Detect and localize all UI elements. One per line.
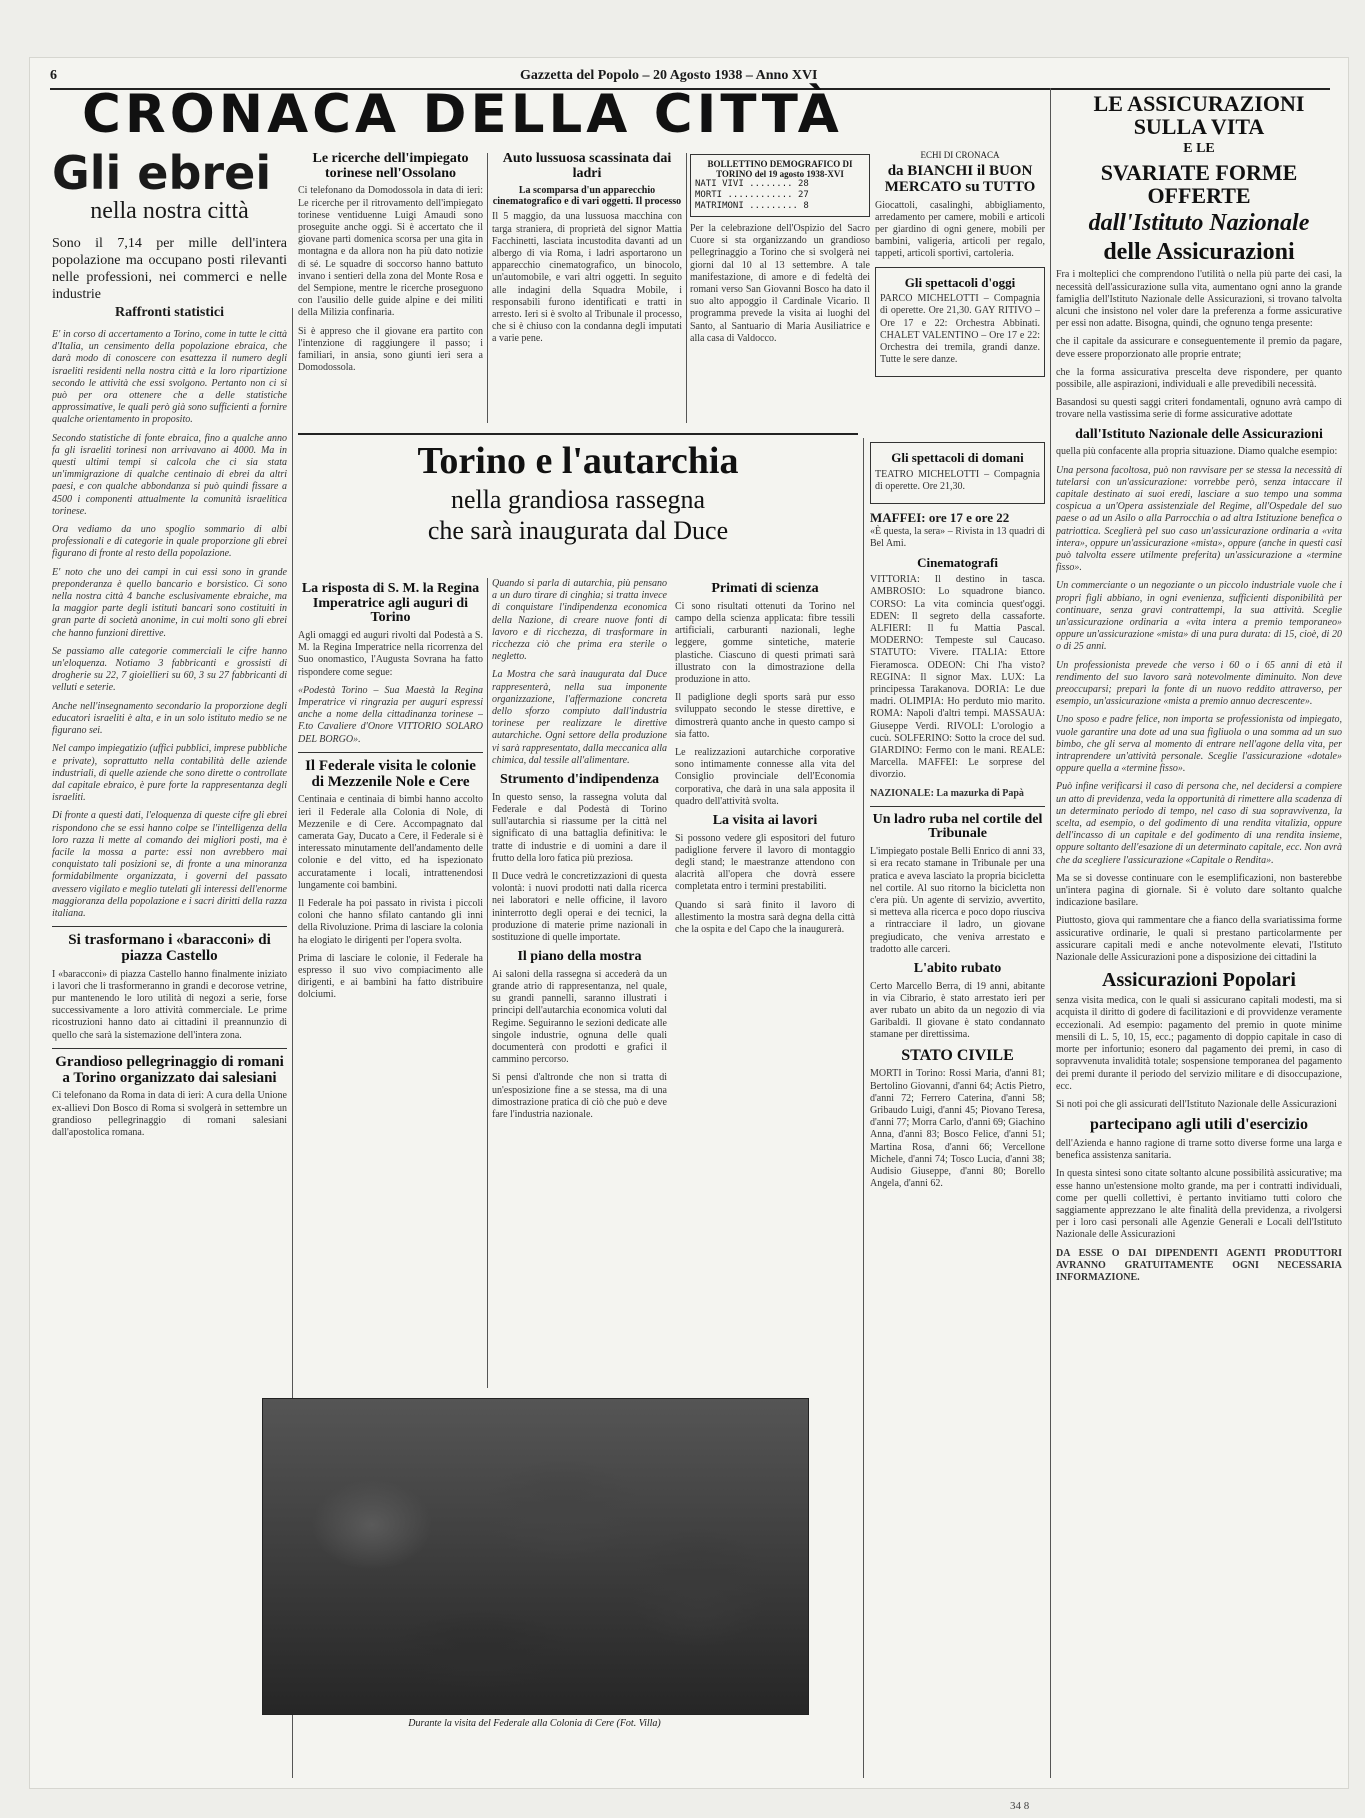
spettacoli-oggi-title: Gli spettacoli d'oggi: [904, 274, 1016, 290]
ebrei-paragraph: E' noto che uno dei campi in cui essi sono in grande preponderanza è quello bancario e borsistico. Ci sono nella nostra città 4 banche esclusivamente ebraiche, ma la maggior parte degli istituti bancari sono costituiti in gran parte di società anonime, in cui molti sono gli ebrei che hanno funzioni direttive.: [52, 566, 287, 639]
footer-mark: 34 8: [1010, 1800, 1030, 1812]
assicurazioni-paragraph: Uno sposo e padre felice, non importa se professionista od impiegato, vuole garantire una dote ad una sua figliuola o una somma ad un suo bimbo, che gli serva al momento di entrare nell'agone della vita, per intraprendere un'attività personale. Sceglie l'assicurazione «dotale» oppure quella a «termine fisso».: [1056, 714, 1342, 775]
column-ebrei: [52, 148, 287, 1778]
assicurazioni-paragraph: In questa sintesi sono citate soltanto alcune possibilità assicurative; ma esse hanno un'estensione molto grande, ma per i contratti individuali, come per quelli collettivi, è pertanto invitiamo tutti coloro che saggiamente apprezzano le alte finalità della previdenza, a rivolgersi per i loro casi personali alle Agenzie Generali e Locali dell'Istituto Nazionale delle Assicurazioni: [1056, 1168, 1342, 1241]
cinematografi-text: VITTORIA: Il destino in tasca. AMBROSIO: Lo squadrone bianco. CORSO: La vita comincia quest'oggi. EDEN: Il segreto della cassaforte. ALFIERI: Il fu Mattia Pascal. MODERNO: Tempeste sul Caucaso. STATUTO: Vivere. ITALIA: Ettore Fieramosca. ODEON: Chi l'ha visto? REGINA: Il signor Max. LUX: La principessa Tarakanova. DORIA: Le due madri. OLIMPIA: Ho perduto mio marito. ROMA: Napoli d'altri tempi. MASSAUA: Giuseppe Verdi. RIVOLI: L'orologio a cucù. SOLFERINO: Sotto la croce del sud. GIARDINO: Fermo con le mani. REALE: Marcella. MAFFEI: Le sorprese del divorzio.: [870, 574, 1045, 781]
autarchia-primati: Primati di scienza: [711, 581, 819, 596]
ebrei-paragraph: Di fronte a questi dati, l'eloquenza di queste cifre gli ebrei rispondono che se essi hanno colpe se l'intelligenza della loro razza li mette al comando dei migliori posti, ma è facile la mossa a parte: essi non avrebbero mai conquistato tali posizioni se, di fronte a una minoranza formidabilmente organizzata, i governi del passato avessero vigilato e meglio tutelati gli interessi dell'enorme maggioranza della popolazione e i sacri diritti della razza italiana.: [52, 810, 287, 919]
autarchia-paragraph: Quando si sarà finito il lavoro di allestimento la mostra sarà degna della città che la ospita e del Capo che la inaugurerà.: [675, 899, 855, 936]
ricerche-text: Si è appreso che il giovane era partito con l'intenzione di raggiungere il passo; i familiari, in ansia, sono giunti ieri sera a Domodossola.: [298, 325, 483, 374]
ricerche-text: Ci telefonano da Domodossola in data di ieri: Le ricerche per il ritrovamento dell'impiegato torinese ventiduenne Luigi Amaudi sono proseguite anche oggi. Si è accertato che il giovane partì domenica scorsa per una gita in montagna e da allora non ha più dato notizie di sé. Le squadre di soccorso hanno battuto invano i sentieri della zona del Monte Rosa e del Sempione, mentre le ricerche proseguono con l'ausilio delle guide alpine e dei militi della Milizia confinaria.: [298, 185, 483, 319]
assicurazioni-paragraph: Si noti poi che gli assicurati dell'Istituto Nazionale delle Assicurazioni: [1056, 1098, 1337, 1110]
bianchi-title: da BIANCHI il BUON MERCATO su TUTTO: [884, 163, 1036, 195]
column-rule: [686, 153, 687, 423]
regina-title: La risposta di S. M. la Regina Imperatrice agli auguri di Torino: [301, 581, 480, 626]
assicurazioni-paragraph: Un commerciante o un negoziante o un piccolo industriale vuole che i propri figli abbiano, in ogni evenienza, sufficienti disponibilità per continuare, senza gravi contrattempi, la sua attività. Sceglie un'assicurazione ordinaria a «vita intera a premio temporaneo» oppure un'assicurazione «mista» di una pura durata: di 15, cioè, di 20 o di 25 anni.: [1056, 580, 1342, 653]
column-regina-federale: [298, 578, 483, 1388]
autarchia-col-2: [675, 578, 855, 1388]
autarchia-title: Torino e l'autarchia: [417, 440, 739, 482]
federale-text: Prima di lasciare le colonie, il Federale ha espresso il suo vivo compiacimento alle dirigenti, e ai bambini ha fatto distribuire dolciumi.: [298, 952, 483, 1001]
assicurazioni-paragraph: Una persona facoltosa, può non ravvisare per se stessa la necessità di tutelarsi con un'assicurazione: vorrebbe però, senza intaccare il capitale destinato ai suoi eredi, lasciare a suo tempo una somma cospicua a un'Opera assistenziale del Regime, all'Ospedale del suo paese o ad un Asilo o alla Parrocchia o ad altra Istituzione benefica o patriottica. Sceglierà pel suo caso un'assicurazione ordinaria a «vita intera», oppure un'assicurazione «mista», oppure (anche in questi casi può talvolta essere utilmente preferita) un'assicurazione a «termine fisso».: [1056, 464, 1342, 574]
page-number: 6: [50, 68, 57, 83]
divider: [52, 926, 287, 927]
pellegrinaggio-title: Grandioso pellegrinaggio di romani a Torino organizzato dai salesiani: [55, 1053, 284, 1086]
ricerche-title: Le ricerche dell'impiegato torinese nell'Ossolano: [312, 151, 469, 181]
ebrei-kicker: Raffronti statistici: [115, 305, 224, 320]
assicurazioni-headline: LE ASSICURAZIONI SULLA VITA: [1093, 91, 1305, 140]
auto-kicker: La scomparsa d'un apparecchio cinematografico e di vari oggetti. Il processo: [492, 185, 682, 208]
autarchia-paragraph: Le realizzazioni autarchiche corporative sono intimamente connesse alla vita del Consiglio provinciale dell'Economia corporativa, che darà in una sala apposita il quadro dell'attività svolta.: [675, 746, 855, 807]
ladro-text: L'impiegato postale Belli Enrico di anni 33, si era recato stamane in Tribunale per una pratica e aveva lasciato la propria bicicletta nel cortile. Al suo ritorno la bicicletta non c'era più. Un agente di servizio, avvertito, si metteva alla ricerca e poco dopo riusciva a rintracciare il ladro, un giovane pregiudicato, che veniva arrestato e tradotto alle carceri.: [870, 846, 1045, 955]
bianchi-kicker: ECHI DI CRONACA: [920, 150, 1000, 160]
autarchia-paragraph: Ci sono risultati ottenuti da Torino nel campo della scienza applicata: fibre tessili artificiali, carburanti nazionali, leghe leggere, gomme sintetiche, materie plastiche. Ciascuno di questi primati sarà illustrato con la dimostrazione della produzione in atto.: [675, 600, 855, 685]
autarchia-visita: La visita ai lavori: [712, 812, 818, 828]
autarchia-paragraph: Si possono vedere gli espositori del futuro padiglione fervere il lavoro di montaggio degli stand; le maestranze attendono con alacrità all'opera che dovrà essere completata entro i termini prestabiliti.: [675, 832, 855, 893]
column-rule: [487, 153, 488, 423]
autarchia-paragraph: La Mostra che sarà inaugurata dal Duce rappresenterà, nella sua imponente organizzazione, l'affermazione concreta dello sforzo compiuto dall'industria torinese per realizzare le direttive autarchiche. Ogni settore della produzione vi sarà rappresentato, dalla meccanica alla chimica, dal tessile all'alimentare.: [492, 669, 667, 766]
assicurazioni-paragraph: Basandosi su questi saggi criteri fondamentali, ognuno avrà campo di trovare nella vastissima serie di forme assicurative adottate: [1056, 397, 1342, 421]
spettacoli-oggi-box: [875, 267, 1045, 378]
ebrei-title: Gli ebrei: [52, 148, 272, 200]
assicurazioni-ina: dall'Istituto Nazionale delle Assicurazioni: [1075, 426, 1323, 442]
pellegrinaggio-text: Ci telefonano da Roma in data di ieri: A cura della Unione ex-allievi Don Bosco di Roma si svolgerà in settembre un grandioso pellegrinaggio di romani salesiani dall'apostolica romana.: [52, 1090, 287, 1138]
assicurazioni-paragraph: dell'Azienda e hanno ragione di trarne sotto diverse forme una larga e benefica assistenza sanitaria.: [1056, 1137, 1342, 1162]
assicurazioni-paragraph: Un professionista prevede che verso i 60 o i 65 anni di età il rendimento del suo lavoro sarà notevolmente diminuito. Non deve preoccuparsi; preparì la fonte di un nuovo reddito attraverso, per esempio, un'assicurazione «mista a premio annuo decrescente».: [1056, 659, 1342, 708]
column-bianchi: [875, 150, 1045, 430]
ebrei-lead: Sono il 7,14 per mille dell'intera popolazione ma occupano posti rilevanti nelle professioni, nei commerci e nelle industrie: [52, 236, 287, 302]
autarchia-head: [298, 438, 858, 568]
photo-credit: (Fot. Villa): [616, 1718, 661, 1729]
bollettino-row: NATI VIVI ........ 28: [695, 179, 809, 189]
assicurazioni-paragraph: che la forma assicurativa prescelta deve rispondere, per quanto possibile, alle aspirazioni, individuali e alle prevedibili necessità.: [1056, 366, 1342, 391]
ebrei-paragraph: Secondo statistiche di fonte ebraica, fino a qualche anno fa gli israeliti torinesi non arrivavano ai 4000. Ma in questi ultimi tempi si calcola che ci sia stata un'immigrazione di qualche centinaio di ebrei da altri paesi, e con qualche abbondanza si può quindi fissare a 4500 i componenti attualmente la comunità israelitica torinese.: [52, 432, 287, 517]
section-banner: CRONACA DELLA CITTÀ: [82, 84, 843, 145]
assicurazioni-popolari: Assicurazioni Popolari: [1102, 969, 1296, 992]
autarchia-paragraph: Il padiglione degli sports sarà pur esso sviluppato secondo le stesse direttive, e dimostrerà quanto anche in questo campo si sia fatto.: [675, 692, 855, 740]
autarchia-subtitle: nella grandiosa rassegna: [450, 484, 706, 514]
column-bollettino: [690, 150, 870, 430]
assicurazioni-paragraph: che il capitale da assicurare e conseguentemente il premio da pagare, deve essere proporzionato alle proprie entrate;: [1056, 336, 1342, 360]
santuario-text: Per la celebrazione dell'Ospizio del Sacro Cuore si sta organizzando un grandioso pellegrinaggio a Torino che si svolgerà nei giorni dal 10 al 13 settembre. A tale manifestazione, di amore e di fedeltà dei romani verso San Giovanni Bosco ha dato il suo alto appoggio il Cardinale Vicario. Il programma prevede la visita ai luoghi del Santo, al Santuario di Maria Ausiliatrice e alla casa di Valdocco.: [690, 223, 870, 344]
cinematografi-title: Cinematografi: [917, 555, 998, 571]
assicurazioni-paragraph: Ma se si dovesse continuare con le esemplificazioni, non basterebbe un'intera pagina di giornale. Si è voluto dare soltanto qualche indicazione basilare.: [1056, 872, 1342, 909]
abito-title: L'abito rubato: [913, 960, 1002, 976]
bollettino-box: [690, 154, 870, 217]
stato-civile-text: MORTI in Torino: Rossi Maria, d'anni 81; Bertolino Giovanni, d'anni 64; Actis Pietro, d'anni 72; Ferrero Caterina, d'anni 58; Gribaudo Luigi, d'anni 45; Piovano Teresa, d'anni 77; Morra Carlo, d'anni 69; Giachino Anna, d'anni 83; Bosco Felice, d'anni 51; Martina Rosa, d'anni 66; Vercellone Michele, d'anni 74; Tosco Lucia, d'anni 38; Audisio Giuseppe, d'anni 80; Borello Angela, d'anni 62.: [870, 1068, 1045, 1190]
autarchia-subtitle: che sarà inaugurata dal Duce: [427, 516, 729, 546]
column-rule: [487, 578, 488, 1388]
federale-text: Centinaia e centinaia di bimbi hanno accolto ieri il Federale alla Colonia di Nole, di Mezzenile e di Cere. Accompagnato dal camerata Gay, Ducato a Cere, il Federale si è interessato minutamente dell'andamento delle colonie e del vitto, ed ha ispezionato accuratamente i locali, intrattenendosi lungamente coi bambini.: [298, 794, 483, 891]
federale-text: Il Federale ha poi passato in rivista i piccoli coloni che hanno sfilato cantando gli inni della Rivoluzione. Prima di lasciare la colonia ha elogiato le dirigenti per l'opera svolta.: [298, 898, 483, 946]
assicurazioni-paragraph: Fra i molteplici che comprendono l'utilità o nella più parte dei casi, la necessità dell'assicurazione sulla vita, aumentano ogni anno la grande famiglia dell'Istituto Nazionale delle Assicurazioni, si trovano talvolta alcuni che insistono nel voler dare la preferenza a forme assicurative per essi non adatte. Bisogna, quindi, che ognuno tenga presente:: [1056, 269, 1342, 330]
autarchia-paragraph: In questo senso, la rassegna voluta dal Federale e dal Podestà di Torino sull'autarchia si riassume per la città nel significato di una battaglia definitiva: le tratte di industrie e di uomini a dare il frutto della loro fatica più preziosa.: [492, 791, 667, 864]
maffei-title: MAFFEI: ore 17 e ore 22: [870, 510, 1010, 526]
spettacoli-domani-text: TEATRO MICHELOTTI – Compagnia di operette. Ore 21,30.: [875, 468, 1040, 492]
maffei-sub: «È questa, la sera» – Rivista in 13 quadri di Bel Ami.: [870, 526, 1045, 550]
autarchia-paragraph: Il Duce vedrà le concretizzazioni di questa volontà: i nuovi prodotti nati dalla ricerca nei laboratori e nelle officine, il lavoro ininterrotto degli operai e dei tecnici, la produzione di materie prime nazionali in sostituzione di quelle importate.: [492, 870, 667, 943]
assicurazioni-headline: dall'Istituto Nazionale: [1088, 210, 1310, 237]
assicurazioni-headline: SVARIATE FORME OFFERTE: [1100, 159, 1298, 208]
bollettino-row: MATRIMONI ......... 8: [695, 201, 809, 211]
ebrei-paragraph: Anche nell'insegnamento secondario la proporzione degli educatori israeliti è alta, e in un solo istituto medio se ne figurano sei.: [52, 700, 287, 737]
stato-civile-title: STATO CIVILE: [901, 1046, 1014, 1064]
column-auto: [492, 148, 682, 428]
assicurazioni-paragraph: Piuttosto, giova qui rammentare che a fianco della svariatissima forme assicurative ordinarie, le quali si prestano particolarmente per assicurare capitali medi e anche notevolmente elevati, l'Istituto Nazionale delle Assicurazioni pone a disposizione dei cittadini la: [1056, 915, 1342, 964]
spettacoli-oggi-text: PARCO MICHELOTTI – Compagnia di operette. Ore 21,30. GAY RITIVO – Ore 17 e 22: Orchestra Abbinati. CHALET VALENTINO – Ore 17 e 22: Orchestra dei tremila, grandi danze. Tutte le sere danze.: [880, 293, 1040, 366]
autarchia-col-1: [492, 578, 667, 1388]
assicurazioni-final: DA ESSE O DAI DIPENDENTI AGENTI PRODUTTORI AVRANNO GRATUITAMENTE OGNI NECESSARIA INFORMAZIONE.: [1056, 1247, 1342, 1283]
autarchia-rule: [298, 433, 858, 435]
assicurazioni-paragraph: quella più confacente alla propria situazione. Diamo qualche esempio:: [1056, 446, 1338, 458]
divider: [298, 752, 483, 753]
autarchia-piano: Il piano della mostra: [517, 949, 642, 965]
ebrei-paragraph: E' in corso di accertamento a Torino, come in tutte le città d'Italia, un censimento della popolazione ebraica, che darà modo di conoscere con esattezza il numero degli israeliti residenti nella nostra città e la loro ripartizione secondo le attività che essi svolgono. Pertanto non ci si può per ora ottenere che a delle statistiche approssimative, le quali però già sono sufficienti a fornire qualche orientamento in proposito.: [52, 329, 287, 426]
spettacoli-domani-title: Gli spettacoli di domani: [891, 450, 1024, 465]
assicurazioni-e-le: E LE: [1183, 141, 1215, 157]
ebrei-paragraph: Se passiamo alle categorie commerciali le cifre hanno un'eloquenza. Notiamo 3 fabbricanti e grossisti di drogherie su 22, 7 gioiellieri su 60, 3 su 27 fabbricanti di velluti e seterie.: [52, 645, 287, 694]
column-ricerche: [298, 148, 483, 428]
ebrei-paragraph: Nel campo impiegatizio (uffici pubblici, imprese pubbliche e private), soprattutto nella contabilità delle aziende industriali, di quelle aziende che sono dirette o controllate dal capitale ebraico, è pure forte la rappresentanza degli israeliti.: [52, 743, 287, 804]
spettacoli-domani-box: [870, 442, 1045, 504]
divider: [870, 806, 1045, 807]
auto-title: Auto lussuosa scassinata dai ladri: [502, 151, 672, 181]
masthead: Gazzetta del Popolo – 20 Agosto 1938 – Anno XVI: [520, 68, 818, 83]
regina-quote: «Podestà Torino – Sua Maestà la Regina Imperatrice vi ringrazia per auguri espressi anche a nome della cittadinanza torinese – F.to Cavaliere d'Onore VITTORIO SOLARO DEL BORGO».: [298, 684, 483, 745]
bollettino-title: BOLLETTINO DEMOGRAFICO DI TORINO del 19 agosto 1938-XVI: [707, 159, 853, 179]
autarchia-paragraph: Quando si parla di autarchia, più pensano a un duro tirare di cinghia; si tratta invece di conquistare l'indipendenza economica della Nazione, di creare nuove fonti di lavoro e di ricchezza, di trasformare in ricchezza ciò che prima era sterile o negletto.: [492, 578, 667, 663]
column-rule: [863, 438, 864, 1778]
assicurazioni-advert: [1056, 88, 1342, 1778]
cinematografi-nazionale: NAZIONALE: La mazurka di Papà: [870, 787, 1024, 799]
column-rule: [1050, 88, 1051, 1778]
autarchia-strumento: Strumento d'indipendenza: [499, 772, 660, 788]
newspaper-page: [30, 58, 1348, 1788]
assicurazioni-paragraph: senza visita medica, con le quali si assicurano capitali modesti, ma si acquista il diritto di godere di facilitazioni e di provvidenze veramente eccezionali. Ad esempio: pagamento del premio in quote minime mensili di L. 5, 10, 15, ecc.; pagamento di doppio capitale in caso di morte per infortunio; esonero dal pagamento dei premi, in caso di sopravvenuta invalidità totale; sospensione temporanea del pagamento dei premi durante il periodo del servizio militare e di disoccupazione, ecc.: [1056, 995, 1342, 1092]
federale-title: Il Federale visita le colonie di Mezzenile Nole e Cere: [305, 757, 476, 790]
abito-text: Certo Marcello Berra, di 19 anni, abitante in via Cibrario, è stato arrestato ieri per aver rubato un abito da un negozio di via Garibaldi. Il giovane è stato condannato stamane per direttissima.: [870, 980, 1045, 1041]
baracconi-text: I «baracconi» di piazza Castello hanno finalmente iniziato i lavori che li trasformeranno in grandi e decorose vetrine, pur mantenendo le loro utilità di negozi a serie, forse successivamente a loro attività commerciale. Le prime ricostruzioni hanno dato ai cittadini il preannunzio di quello che sarà la sistemazione dell'intera zona.: [52, 968, 287, 1041]
divider: [52, 1048, 287, 1049]
ladro-title: Un ladro ruba nel cortile del Tribunale: [872, 811, 1043, 842]
assicurazioni-headline: delle Assicurazioni: [1103, 239, 1295, 266]
photo-caption-text: Durante la visita del Federale alla Colonia di Cere: [408, 1718, 614, 1729]
assicurazioni-paragraph: Può infine verificarsi il caso di persona che, nel decidersi a compiere un atto di previdenza, veda la opportunità di rimettere alla scadenza di un determinato periodo di tempo, nel caso di sua sopravvivenza, la scelta, ad esempio, o del godimento di una rendita vitalizia, oppure dell'incasso di un capitale e del godimento di una rendita insieme, oppure soltanto dell'esazione di un determinato capitale, ecc. Non avrà che da scegliere l'assicurazione «Capitale o Rendita».: [1056, 781, 1342, 866]
bianchi-text: Giocattoli, casalinghi, abbigliamento, arredamento per camere, mobili e articoli per giardino di ogni genere, mobili per bambini, valigeria, articoli per regalo, tappeti, articoli sportivi, cartoleria.: [875, 199, 1045, 260]
auto-text: Il 5 maggio, da una lussuosa macchina con targa straniera, di proprietà del signor Mattia Facchinetti, lasciata incustodita davanti ad un albergo di via Roma, i ladri asportarono un apparecchio cinematografico, un binocolo, un'automobile, e vari altri oggetti. In seguito alle indagini della Squadra Mobile, i responsabili furono identificati e tratti in arresto. Ieri si è svolto al Tribunale il processo, che si è chiuso con la condanna degli imputati a varie pene.: [492, 211, 682, 345]
ebrei-paragraph: Ora vediamo da uno spoglio sommario di albi professionali e di categorie in quale proporzione gli ebrei figurano di fronte al resto della popolazione.: [52, 524, 287, 560]
autarchia-paragraph: Ai saloni della rassegna si accederà da un grande atrio di rappresentanza, nel quale, su grandi pannelli, saranno illustrati i principi dell'autarchia economica voluti dal Regime. Seguiranno le sezioni dedicate alle singole industrie, ognuna delle quali documenterà con prodotti e grafici il cammino percorso.: [492, 968, 667, 1066]
colony-visit-photo: [262, 1398, 809, 1715]
bollettino-row: MORTI ............ 27: [695, 190, 809, 200]
column-cronaca-right: [870, 438, 1045, 1778]
assicurazioni-utili: partecipano agli utili d'esercizio: [1090, 1116, 1308, 1134]
baracconi-title: Si trasformano i «baracconi» di piazza Castello: [68, 932, 271, 964]
regina-text: Agli omaggi ed auguri rivolti dal Podestà a S. M. la Regina Imperatrice nella ricorrenza del Suo onomastico, l'Augusta Sovrana ha fatto rispondere come segue:: [298, 630, 483, 678]
autarchia-paragraph: Si pensi d'altronde che non si tratta di un'esposizione fine a se stessa, ma di una dimostrazione pratica di ciò che può e deve fare l'industria nazionale.: [492, 1072, 667, 1121]
photo-caption: [262, 1718, 807, 1729]
ebrei-subtitle: nella nostra città: [90, 198, 249, 224]
